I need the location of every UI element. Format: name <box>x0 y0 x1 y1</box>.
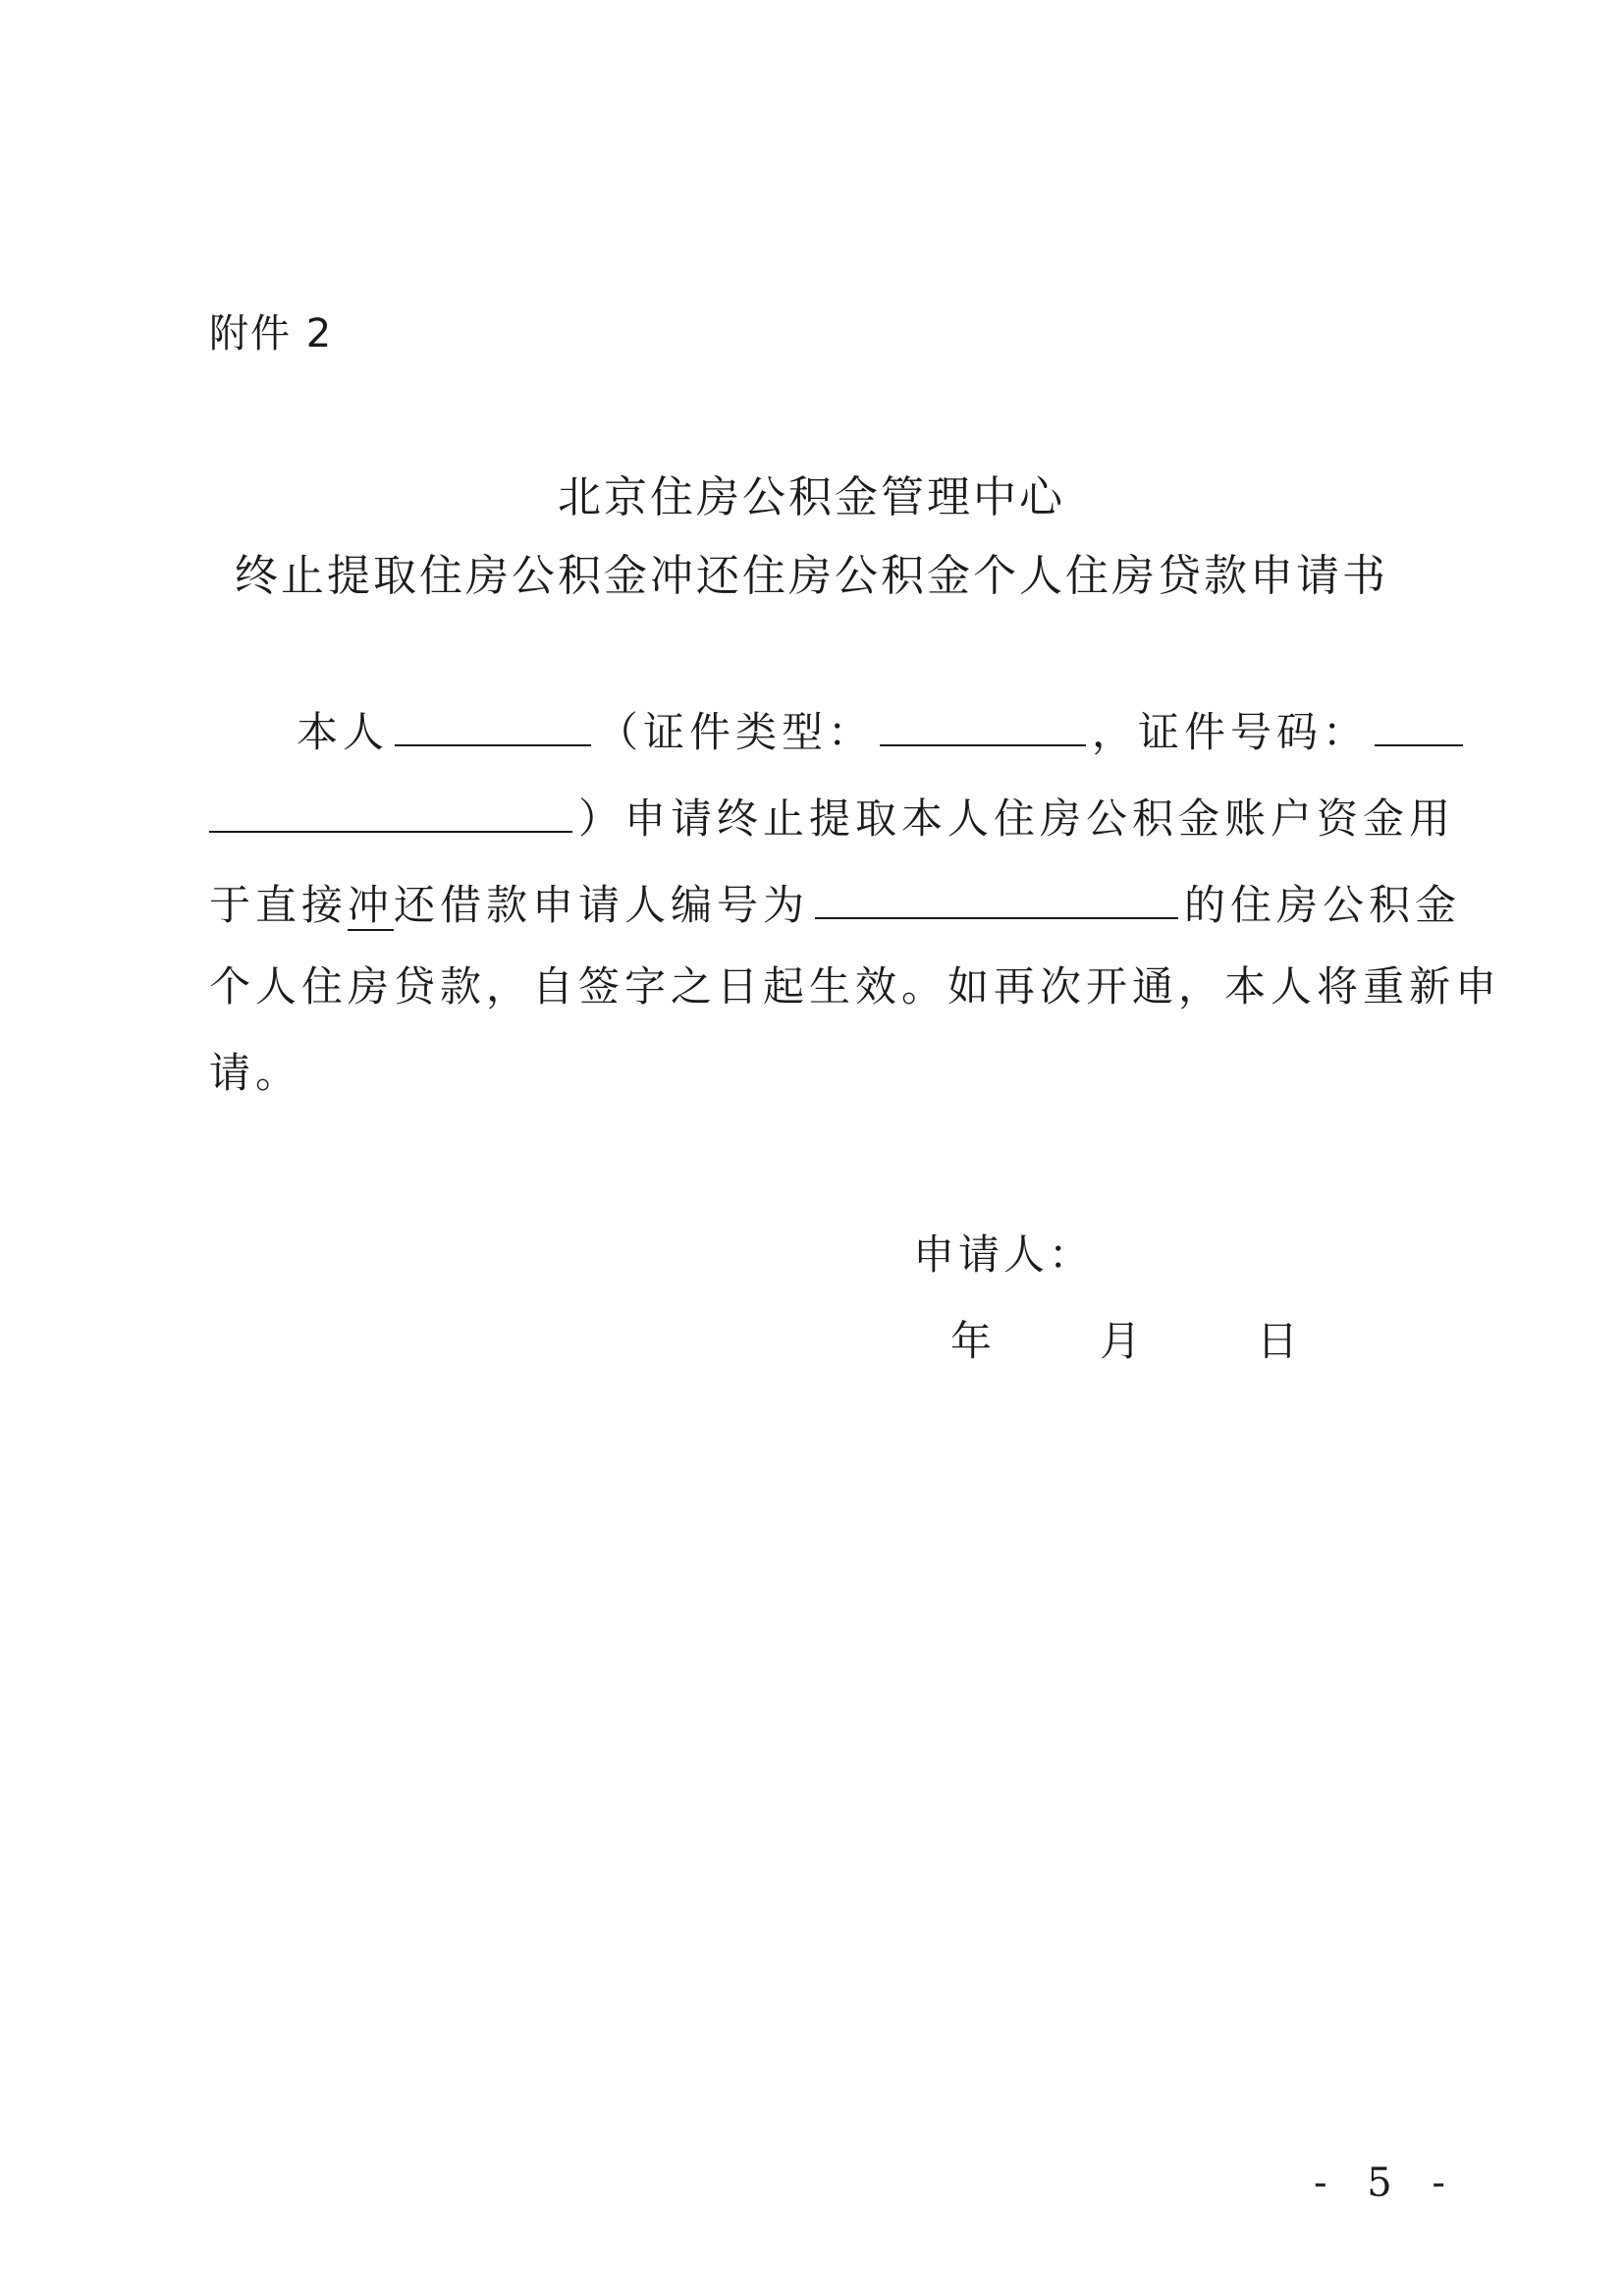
body-line-3 <box>209 880 1462 929</box>
body-line-1 <box>297 707 1469 756</box>
body-text: ，证件号码： <box>1092 708 1370 756</box>
month-label: 月 <box>1100 1317 1142 1365</box>
applicant-signature-label: 申请人： <box>913 1230 1095 1279</box>
applicant-number-blank[interactable] <box>815 880 1178 919</box>
body-text: ）申请终止提取本人住房公积金账户资金用 <box>578 794 1456 843</box>
document-title-line-1: 北京住房公积金管理中心 <box>558 472 1065 522</box>
id-number-blank-start[interactable] <box>1375 707 1463 746</box>
id-type-blank[interactable] <box>880 707 1086 746</box>
body-text: 于直接 <box>209 881 349 929</box>
body-line-5: 请。 <box>209 1049 302 1097</box>
body-line-2 <box>209 793 1456 843</box>
body-text: 还借款申请人编号为 <box>394 881 810 929</box>
year-label: 年 <box>950 1317 993 1365</box>
body-text: 的住房公积金 <box>1184 881 1462 929</box>
page-number: - 5 - <box>1314 2160 1459 2206</box>
body-text: （证件类型： <box>597 708 875 756</box>
underlined-text: 冲 <box>348 881 395 929</box>
name-blank[interactable] <box>395 707 591 746</box>
body-text: 本人 <box>297 708 390 756</box>
id-number-blank-end[interactable] <box>209 793 572 833</box>
document-title-line-2: 终止提取住房公积金冲还住房公积金个人住房贷款申请书 <box>235 551 1388 601</box>
day-label: 日 <box>1257 1317 1299 1365</box>
body-line-4: 个人住房贷款，自签字之日起生效。如再次开通，本人将重新申 <box>209 962 1502 1011</box>
attachment-label: 附件 2 <box>209 311 334 356</box>
